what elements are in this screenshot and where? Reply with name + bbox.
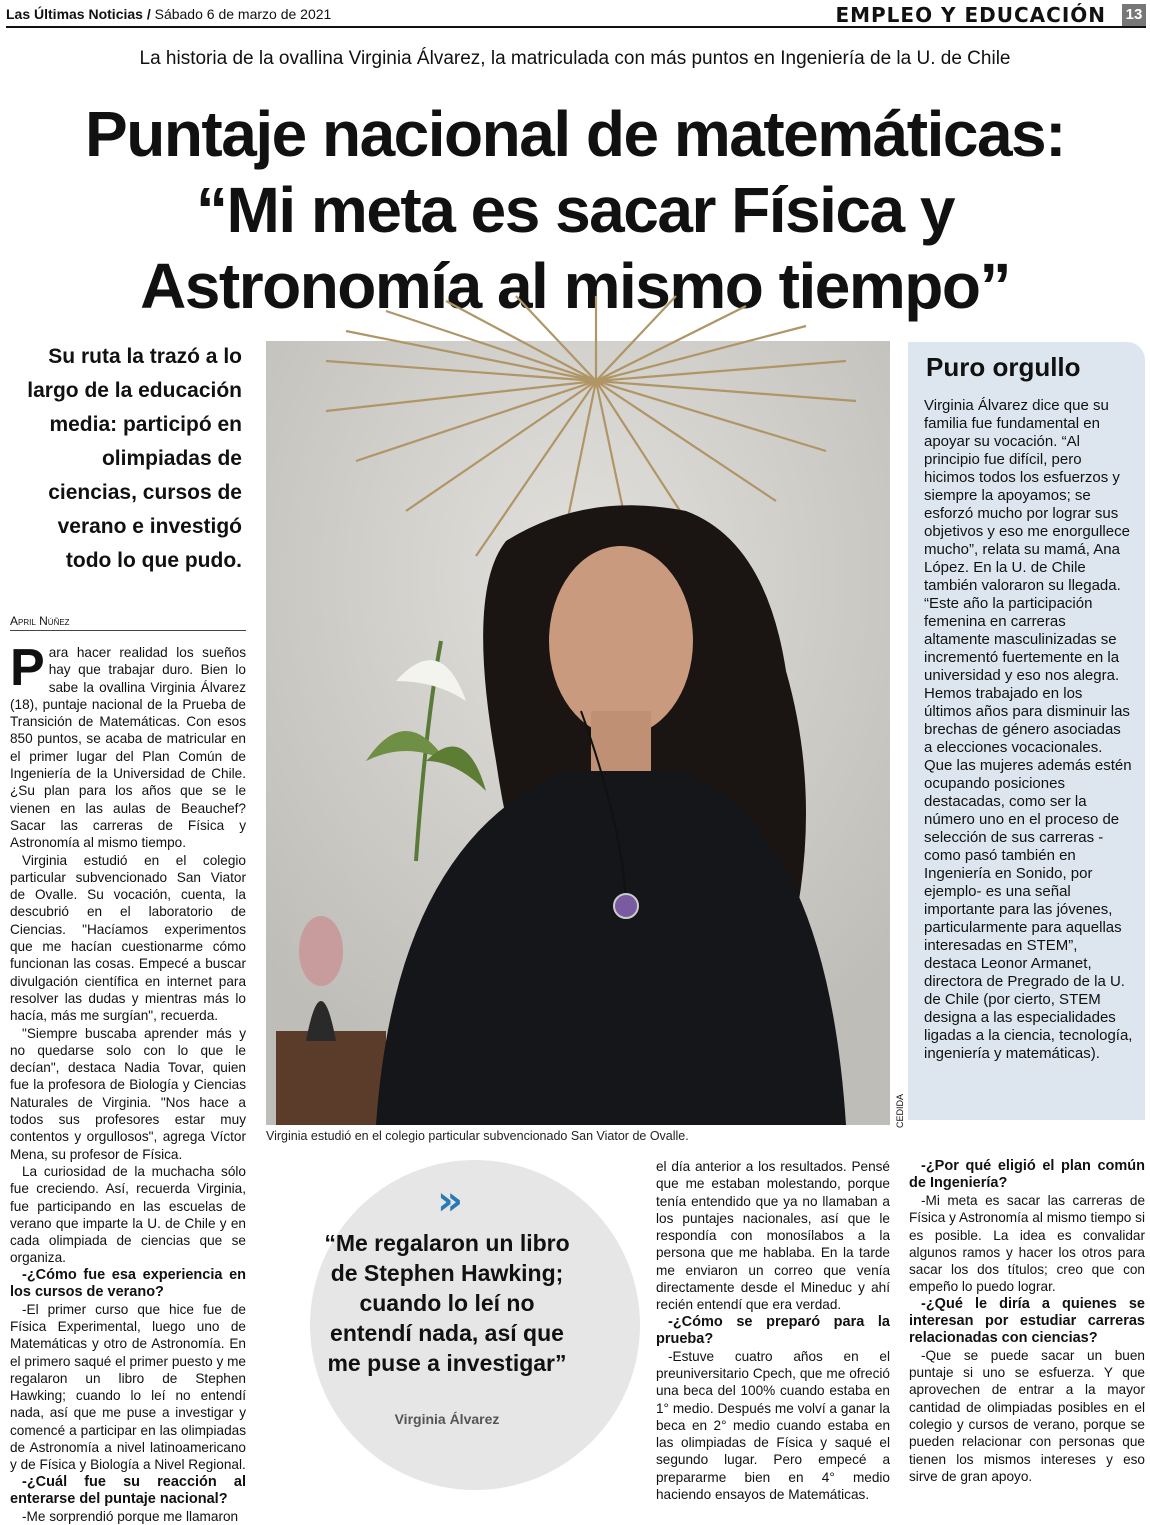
page-number: 13 <box>1122 4 1146 26</box>
sidebar-paragraph: Virginia Álvarez dice que su familia fue fundamental en apoyar su vocación. “Al principio fue difícil, pero hicimos todos los esfuerzos y siempre la apoyamos; se esforzó mucho por lograr sus objetivos y eso me enorgullece mucho”, relata su mamá, Ana López. En la U. de Chile también valoraron su llegada. <box>924 397 1130 594</box>
interview-question: -¿Cómo fue esa experiencia en los cursos de verano? <box>10 1266 246 1300</box>
interview-answer: -Estuve cuatro años en el preuniversitario Cpech, que me ofreció una beca del 100% cuando estaba en 1° medio. Después me volví a ganar la beca en 2° medio cuando estaba en las olimpiadas de Física y saqué el segundo lugar. Pero empecé a prepararme bien en 4° medio haciendo ensayos de Matemáticas. <box>656 1348 890 1503</box>
body-paragraph: Virginia estudió en el colegio particular subvencionado San Viator de Ovalle. Su vocación, cuenta, la descubrió en el laboratorio de Ciencias. "Hacíamos experimentos que me hacían cuestionarme cómo funcionan las cosas. Empecé a buscar divulgación científica en internet para resolver las dudas y mientras más lo hacía, más me surgían", recuerda. <box>10 852 246 1024</box>
pullquote-attribution: Virginia Álvarez <box>394 1411 500 1427</box>
body-paragraph: La curiosidad de la muchacha sólo fue creciendo. Así, recuerda Virginia, fue participando en las escuelas de verano que imparte la U. de Chile y en cada olimpiada de ciencias que se organiza. <box>10 1163 246 1266</box>
masthead <box>6 6 331 22</box>
headline-line-3: Astronomía al mismo tiempo” <box>140 250 1010 322</box>
page-header <box>6 4 1146 28</box>
interview-question: -¿Cómo se preparó para la prueba? <box>656 1313 890 1347</box>
paper-name: Las Últimas Noticias / <box>6 6 151 22</box>
article-dek: Su ruta la trazó a lo largo de la educación media: participó en olimpiadas de ciencias, cursos de verano e investigó todo lo que pudo. <box>27 345 242 572</box>
interview-question: -¿Por qué eligió el plan común de Ingeniería? <box>909 1158 1145 1191</box>
photo-caption: Virginia estudió en el colegio particular subvencionado San Viator de Ovalle. <box>266 1129 689 1143</box>
portrait-photo <box>266 341 890 1125</box>
section-name: EMPLEO Y EDUCACIÓN <box>835 3 1106 27</box>
article-headline <box>40 96 1110 324</box>
sidebar-box <box>908 342 1145 1120</box>
interview-answer: -Me sorprendió porque me llamaron <box>22 1508 239 1524</box>
headline-line-1: Puntaje nacional de matemáticas: <box>85 98 1065 170</box>
body-paragraph: "Siempre buscaba aprender más y no quedarse solo con lo que le decían", destaca Nadia Tovar, quien fue la profesora de Biología y Ciencias Naturales de Virginia. "Nos hace a todos sus profesores estar muy contentos y orgullosos", agrega Víctor Mena, su profesor de Física. <box>10 1025 246 1162</box>
interview-answer: -Mi meta es sacar las carreras de Física y Astronomía al mismo tiempo si es posible. La idea es convalidar algunos ramos y hacer los otros para sacar los dos títulos; creo que con empeño lo puedo lograr. <box>909 1193 1145 1295</box>
article-kicker: La historia de la ovallina Virginia Álvarez, la matriculada con más puntos en Ingeniería de la U. de Chile <box>139 48 1011 69</box>
article-column-3 <box>656 1158 890 1503</box>
drop-cap: P <box>10 639 45 697</box>
interview-question: -¿Qué le diría a quienes se interesan por estudiar carreras relacionadas con ciencias? <box>909 1295 1145 1346</box>
quote-chevron-icon: » <box>437 1178 463 1224</box>
sidebar-paragraph: “Este año la participación femenina en carreras altamente masculinizadas se incrementó fuertemente en la universidad y eso nos alegra. Hemos trabajado en los últimos años para disminuir las brechas de género asociadas a elecciones vocacionales. Que las mujeres además estén ocupando posiciones destacadas, como ser la número uno en el proceso de selección de sus carreras -como pasó también en Ingeniería en Sonido, por ejemplo- es una señal importante para las jóvenes, particularmente para aquellas interesadas en STEM”, destaca Leonor Armanet, directora de Pregrado de la U. de Chile (por cierto, STEM designa a las especialidades ligadas a la ciencia, tecnología, ingeniería y matemáticas). <box>924 595 1133 1062</box>
headline-line-2: “Mi meta es sacar Física y <box>196 174 954 246</box>
interview-question: -¿Cuál fue su reacción al enterarse del puntaje nacional? <box>10 1473 246 1507</box>
article-column-4 <box>909 1158 1145 1485</box>
sidebar-title: Puro orgullo <box>926 352 1081 382</box>
article-column-1 <box>10 639 246 1525</box>
interview-answer: -El primer curso que hice fue de Física Experimental, luego uno de Matemáticas y otro de Astronomía. En el primero saqué el primer puesto y me regalaron un libro de Stephen Hawking; cuando lo leí no entendí nada, así que me puse a investigar y comencé a participar en las olimpiadas de Astronomía a nivel latinoamericano y de Física y Biología a Nivel Regional. <box>10 1301 246 1473</box>
byline: April Núñez <box>10 614 246 631</box>
issue-date: Sábado 6 de marzo de 2021 <box>154 6 332 22</box>
pullquote-text: “Me regalaron un libro de Stephen Hawking; cuando lo leí no entendí nada, así que me puse a investigar” <box>324 1230 570 1376</box>
interview-answer: -Que se puede sacar un buen puntaje si uno se esfuerza. Y que aprovechen de entrar a la mayor cantidad de olimpiadas posibles en el colegio y cursos de verano, porque se pueden relacionar con personas que tienen los mismos intereses y eso sirve de gran apoyo. <box>909 1347 1145 1484</box>
photo-credit: CEDIDA <box>895 1093 905 1128</box>
body-paragraph: el día anterior a los resultados. Pensé que me estaban molestando, porque tenía entendido que ya no llamaban a los puntajes nacionales, así que le respondía con monosílabos a la persona que me hablaba. En la tarde me enviaron un correo que venía directamente desde el Mineduc y ahí recién entendí que era verdad. <box>656 1159 890 1313</box>
lead-paragraph: Para hacer realidad los sueños hay que trabajar duro. Bien lo sabe la ovallina Virginia Álvarez (18), puntaje nacional de la Prueba de Transición de Matemáticas. Con esos 850 puntos, se acaba de matricular en el primer lugar del Plan Común de Ingeniería de la Universidad de Chile. ¿Su plan para los años que se le vienen en las aulas de Beauchef? Sacar las carreras de Física y Astronomía al mismo tiempo. <box>10 639 246 851</box>
portrait-illustration <box>266 341 890 1125</box>
